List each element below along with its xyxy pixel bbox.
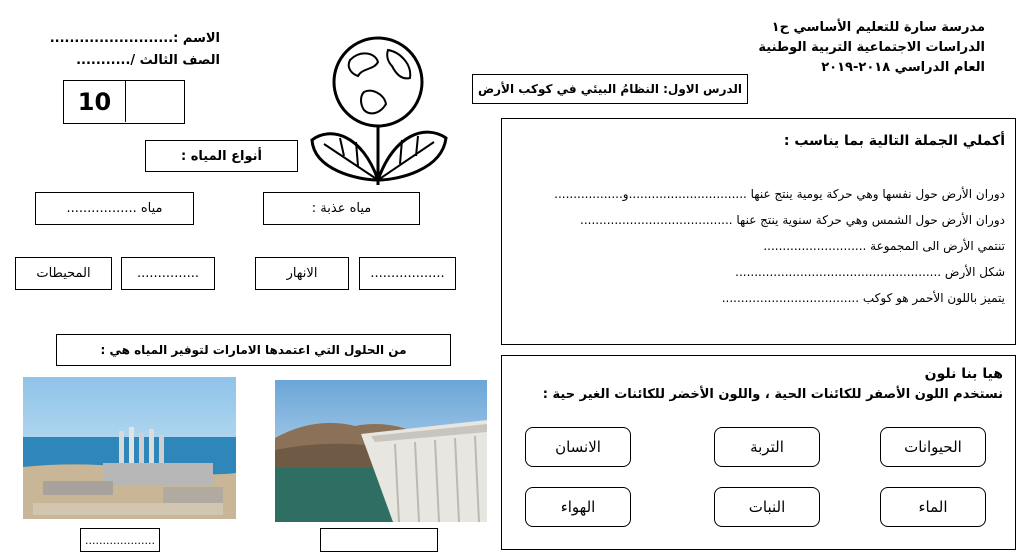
solution-answer-left-text: .................... [85, 533, 155, 547]
lesson-title [472, 74, 748, 104]
fresh-water-box [263, 192, 420, 225]
solutions-title [56, 334, 451, 366]
student-class-field: الصف الثالث /........... [76, 53, 220, 68]
water-item-blank-1[interactable] [359, 257, 456, 290]
solution-answer-left[interactable] [80, 528, 160, 552]
sentence-line[interactable]: تنتمي الأرض الى المجموعة ........................... [763, 239, 1005, 253]
other-water-box[interactable] [35, 192, 194, 225]
sentence-line[interactable]: دوران الأرض حول الشمس وهي حركة سنوية ينتج عنها ........................................ [580, 213, 1005, 227]
coloring-instruction: نستخدم اللون الأصفر للكائنات الحية ، واللون الأخضر للكائنات الغير حية : [542, 387, 1003, 402]
student-name-field: الاسم :......................... [49, 31, 220, 46]
water-item-blank-2[interactable] [121, 257, 215, 290]
color-item-label: الهواء [560, 498, 596, 516]
student-info [40, 28, 220, 72]
color-item-label: النبات [748, 498, 786, 516]
color-item-label: الماء [918, 498, 948, 516]
score-box [63, 80, 185, 124]
color-item-animals[interactable] [880, 427, 986, 467]
coloring-title: هيا بنا نلون [924, 366, 1003, 382]
score-total: 10 [64, 81, 126, 122]
school-name: مدرسة سارة للتعليم الأساسي ح١ [771, 20, 985, 35]
color-item-plant[interactable] [714, 487, 820, 527]
water-item-rivers [255, 257, 349, 290]
color-item-human[interactable] [525, 427, 631, 467]
solutions-title-text: من الحلول التي اعتمدها الامارات لتوفير المياه هي : [100, 343, 407, 357]
color-item-label: الحيوانات [904, 438, 962, 456]
sentence-line[interactable]: يتميز باللون الأحمر هو كوكب .................................... [721, 291, 1005, 305]
water-item-text: ............... [137, 266, 199, 281]
desalination-plant-image [23, 377, 236, 519]
color-item-label: التربة [750, 438, 784, 456]
complete-sentences-box [501, 118, 1016, 345]
water-item-oceans [15, 257, 112, 290]
lesson-title-text: الدرس الاول: النظامُ البيئي في كوكب الأرض [477, 82, 743, 96]
water-item-text: المحيطات [36, 266, 91, 281]
solution-answer-right[interactable] [320, 528, 438, 552]
water-types-title [145, 140, 298, 172]
dam-image [275, 380, 487, 522]
color-item-label: الانسان [555, 438, 601, 456]
globe-plant-icon [300, 30, 460, 192]
water-item-text: الانهار [286, 266, 318, 281]
complete-sentences-title: أكملي الجملة التالية بما يناسب : [783, 133, 1005, 149]
color-item-soil[interactable] [714, 427, 820, 467]
color-item-air[interactable] [525, 487, 631, 527]
fresh-water-text: مياه عذبة : [311, 201, 372, 216]
sentence-line[interactable]: دوران الأرض حول نفسها وهي حركة يومية ينتج عنها ...............................و.................. [554, 187, 1005, 201]
color-item-water[interactable] [880, 487, 986, 527]
water-item-text: .................. [370, 266, 445, 281]
other-water-text: مياه ................. [66, 201, 163, 216]
water-types-title-text: أنواع المياه : [181, 148, 262, 164]
subject-name: الدراسات الاجتماعية التربية الوطنية [758, 40, 985, 55]
academic-year: العام الدراسي ٢٠١٨-٢٠١٩ [821, 60, 985, 75]
sentence-line[interactable]: شكل الأرض ...................................................... [735, 265, 1005, 279]
header-block [725, 18, 985, 78]
